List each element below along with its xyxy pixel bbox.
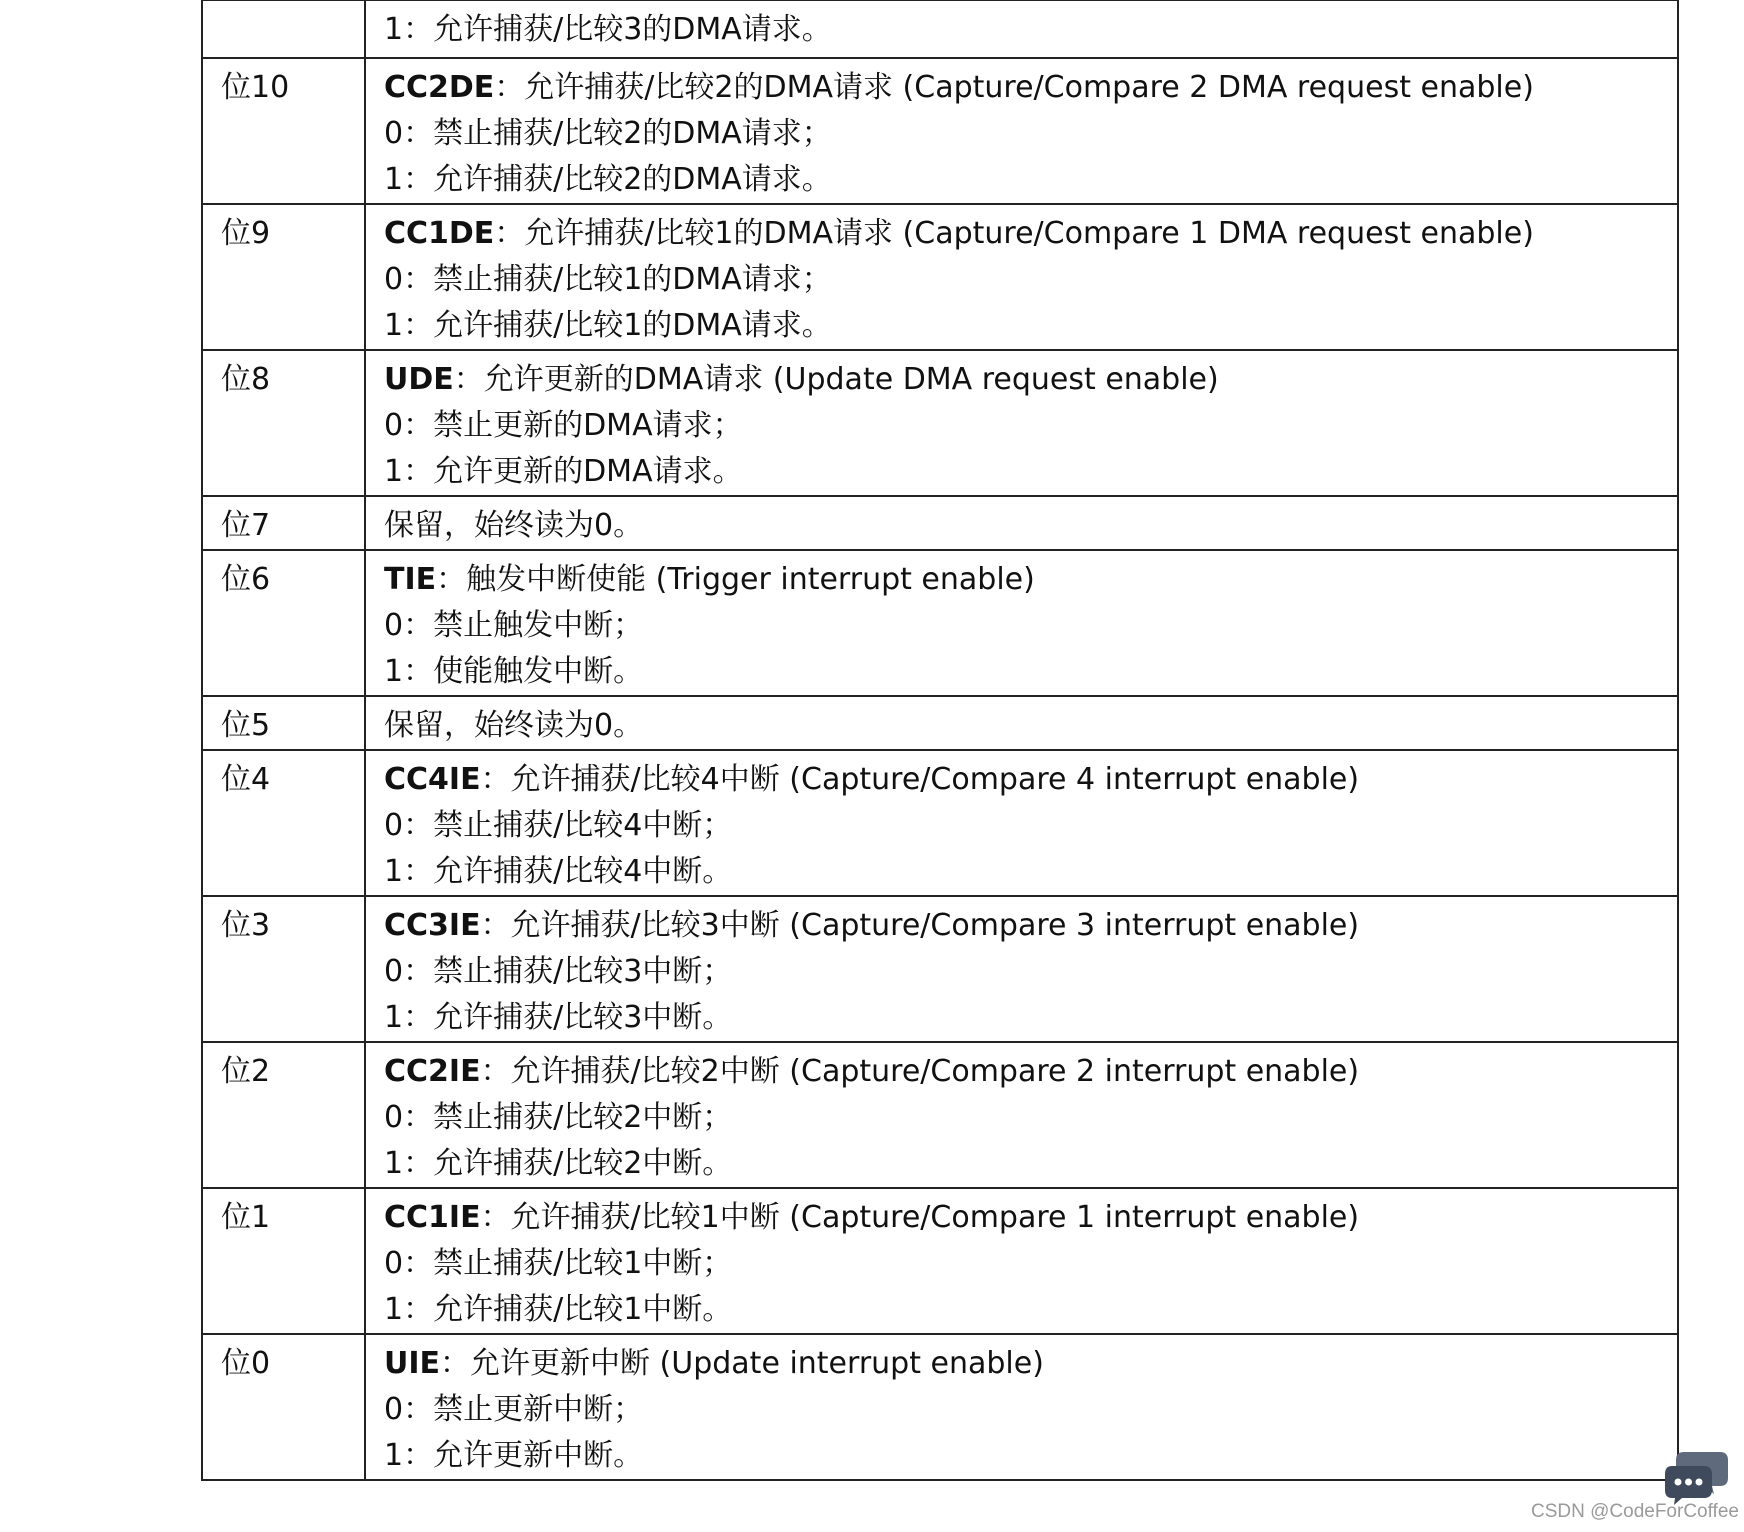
table-row xyxy=(202,496,1678,550)
table-row xyxy=(202,58,1678,204)
description-text: 1：允许捕获/比较2中断。 xyxy=(384,1146,733,1181)
description-text: 1：允许捕获/比较3的DMA请求。 xyxy=(384,12,832,47)
description-line xyxy=(384,903,1677,949)
bit-description-cell xyxy=(365,750,1678,896)
description-line xyxy=(384,111,1677,157)
description-line xyxy=(384,1141,1677,1187)
description-text: 0：禁止捕获/比较3中断； xyxy=(384,954,733,989)
bit-label-cell: 位4 xyxy=(202,750,365,896)
register-bit-table xyxy=(201,0,1679,1481)
description-line xyxy=(384,949,1677,995)
description-line xyxy=(384,1195,1677,1241)
watermark-text: CSDN @CodeForCoffee xyxy=(1531,1501,1739,1522)
description-line xyxy=(384,803,1677,849)
bit-description-cell xyxy=(365,696,1678,750)
bit-label-cell: 位3 xyxy=(202,896,365,1042)
field-name: CC4IE xyxy=(384,762,481,797)
bit-description-cell xyxy=(365,896,1678,1042)
description-line xyxy=(384,649,1677,695)
bit-label-cell: 位10 xyxy=(202,58,365,204)
table-row xyxy=(202,750,1678,896)
bit-label-cell: 位9 xyxy=(202,204,365,350)
description-text: 0：禁止捕获/比较2中断； xyxy=(384,1100,733,1135)
description-line xyxy=(384,1049,1677,1095)
bit-label-cell: 位8 xyxy=(202,350,365,496)
description-text: ：允许捕获/比较4中断 (Capture/Compare 4 interrupt enable) xyxy=(480,762,1360,797)
field-name: UIE xyxy=(384,1346,441,1381)
description-line xyxy=(384,65,1677,111)
bit-description-cell xyxy=(365,58,1678,204)
bit-description-cell xyxy=(365,0,1678,58)
bit-label-cell xyxy=(202,0,365,58)
table-row xyxy=(202,350,1678,496)
description-line xyxy=(384,703,1677,749)
bit-description-cell xyxy=(365,1042,1678,1188)
field-name: TIE xyxy=(384,562,437,597)
bit-description-cell xyxy=(365,1334,1678,1480)
description-line xyxy=(384,1095,1677,1141)
description-text: 保留，始终读为0。 xyxy=(384,708,644,743)
description-text: ：触发中断使能 (Trigger interrupt enable) xyxy=(436,562,1035,597)
table-row xyxy=(202,896,1678,1042)
description-line xyxy=(384,257,1677,303)
description-text: ：允许捕获/比较1中断 (Capture/Compare 1 interrupt enable) xyxy=(480,1200,1360,1235)
description-line xyxy=(384,1287,1677,1333)
description-line xyxy=(384,1387,1677,1433)
bit-description-cell xyxy=(365,496,1678,550)
chat-bubble-icon xyxy=(1664,1448,1730,1506)
description-line xyxy=(384,557,1677,603)
description-line xyxy=(384,1241,1677,1287)
description-line xyxy=(384,157,1677,203)
table-row xyxy=(202,1188,1678,1334)
bit-label-cell: 位5 xyxy=(202,696,365,750)
description-line xyxy=(384,403,1677,449)
bit-label-cell: 位7 xyxy=(202,496,365,550)
description-text: ：允许捕获/比较2中断 (Capture/Compare 2 interrupt enable) xyxy=(480,1054,1360,1089)
bit-description-cell xyxy=(365,550,1678,696)
description-text: 0：禁止捕获/比较1的DMA请求； xyxy=(384,262,832,297)
table-row xyxy=(202,550,1678,696)
description-text: 1：允许捕获/比较1中断。 xyxy=(384,1292,733,1327)
description-text: 1：允许捕获/比较1的DMA请求。 xyxy=(384,308,832,343)
description-line xyxy=(384,603,1677,649)
field-name: CC2IE xyxy=(384,1054,481,1089)
description-line xyxy=(384,303,1677,349)
bit-description-cell xyxy=(365,204,1678,350)
bit-label-cell: 位2 xyxy=(202,1042,365,1188)
field-name: CC1IE xyxy=(384,1200,481,1235)
description-line xyxy=(384,995,1677,1041)
description-line xyxy=(384,849,1677,895)
description-line xyxy=(384,503,1677,549)
field-name: CC1DE xyxy=(384,216,495,251)
bit-label-cell: 位0 xyxy=(202,1334,365,1480)
description-text: ：允许捕获/比较1的DMA请求 (Capture/Compare 1 DMA request enable) xyxy=(494,216,1534,251)
table-row xyxy=(202,696,1678,750)
description-text: 0：禁止触发中断； xyxy=(384,608,644,643)
description-text: 1：允许更新的DMA请求。 xyxy=(384,454,743,489)
field-name: CC2DE xyxy=(384,70,495,105)
description-text: 0：禁止捕获/比较2的DMA请求； xyxy=(384,116,832,151)
table-row xyxy=(202,0,1678,58)
bit-description-cell xyxy=(365,1188,1678,1334)
description-text: ：允许更新中断 (Update interrupt enable) xyxy=(440,1346,1044,1381)
description-text: 0：禁止更新中断； xyxy=(384,1392,644,1427)
description-text: 1：允许捕获/比较4中断。 xyxy=(384,854,733,889)
description-text: 保留，始终读为0。 xyxy=(384,508,644,543)
description-line xyxy=(384,757,1677,803)
description-text: 0：禁止更新的DMA请求； xyxy=(384,408,743,443)
description-line xyxy=(384,1433,1677,1479)
description-line xyxy=(384,7,1677,53)
bit-label-cell: 位1 xyxy=(202,1188,365,1334)
table-row xyxy=(202,1334,1678,1480)
table-row xyxy=(202,1042,1678,1188)
description-line xyxy=(384,211,1677,257)
table-row xyxy=(202,204,1678,350)
description-text: 1：允许捕获/比较2的DMA请求。 xyxy=(384,162,832,197)
description-text: ：允许捕获/比较3中断 (Capture/Compare 3 interrupt enable) xyxy=(480,908,1360,943)
description-text: 1：允许捕获/比较3中断。 xyxy=(384,1000,733,1035)
description-line xyxy=(384,1341,1677,1387)
description-line xyxy=(384,357,1677,403)
description-text: ：允许捕获/比较2的DMA请求 (Capture/Compare 2 DMA request enable) xyxy=(494,70,1534,105)
register-bit-table-body xyxy=(202,0,1678,1480)
field-name: UDE xyxy=(384,362,454,397)
description-text: 0：禁止捕获/比较1中断； xyxy=(384,1246,733,1281)
bit-label-cell: 位6 xyxy=(202,550,365,696)
description-line xyxy=(384,449,1677,495)
bit-description-cell xyxy=(365,350,1678,496)
description-text: 0：禁止捕获/比较4中断； xyxy=(384,808,733,843)
description-text: 1：允许更新中断。 xyxy=(384,1438,644,1473)
description-text: ：允许更新的DMA请求 (Update DMA request enable) xyxy=(453,362,1219,397)
description-text: 1：使能触发中断。 xyxy=(384,654,644,689)
field-name: CC3IE xyxy=(384,908,481,943)
